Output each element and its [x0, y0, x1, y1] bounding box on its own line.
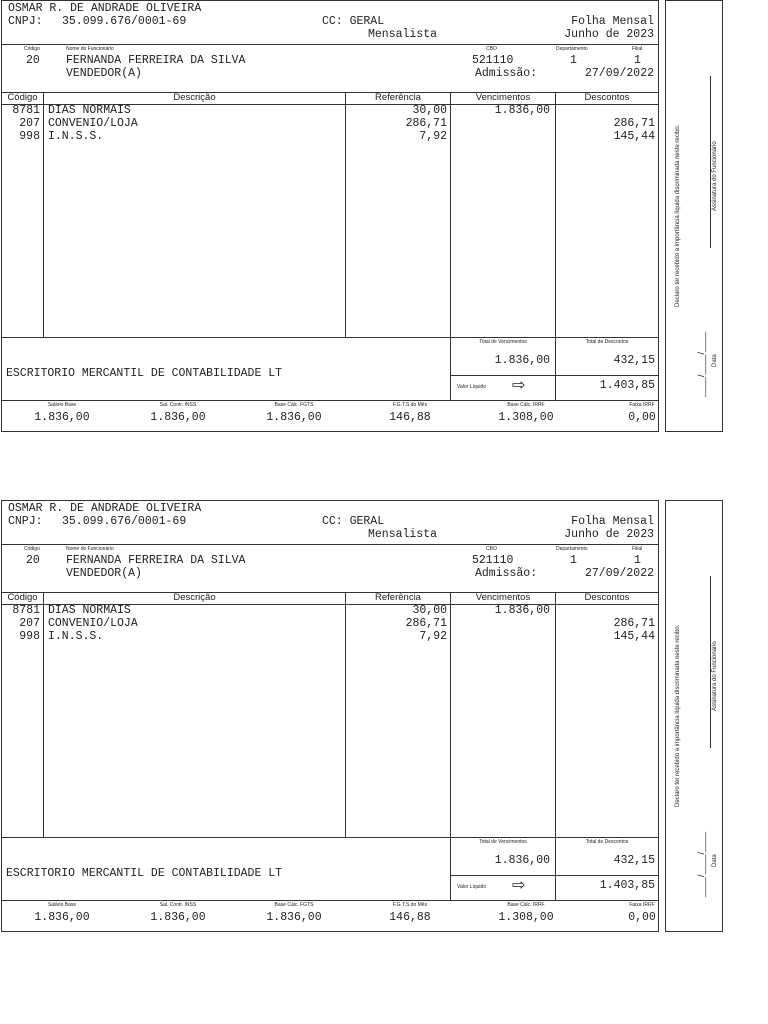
company-footer: ESCRITORIO MERCANTIL DE CONTABILIDADE LT — [6, 367, 283, 380]
label-valor-liquido: Valor Líquido — [457, 884, 487, 890]
date-blank: ____/____/____ — [696, 831, 706, 897]
label-admissao: Admissão: — [475, 567, 538, 580]
item-reference: 286,71 — [405, 617, 447, 631]
item-desconto: 145,44 — [613, 130, 655, 144]
base-label: F.G.T.S do Mês — [392, 402, 428, 408]
item-code: 998 — [19, 130, 40, 144]
label-cbo: CBO — [486, 46, 497, 52]
item-vencimento: 1.836,00 — [494, 604, 550, 617]
base-value: 1.836,00 — [150, 911, 206, 924]
label-total-descontos: Total de Descontos — [585, 839, 629, 845]
label-total-vencimentos: Total de Vencimentos — [479, 339, 527, 345]
base-label: Salário Base — [47, 402, 77, 408]
item-reference: 7,92 — [419, 130, 447, 144]
employee-cbo: 521110 — [472, 554, 514, 567]
date-label: Data — [712, 854, 718, 867]
item-desconto: 286,71 — [613, 617, 655, 631]
col-header-descricao: Descrição — [173, 92, 216, 103]
item-desconto: 145,44 — [613, 630, 655, 644]
employee-name: FERNANDA FERREIRA DA SILVA — [66, 54, 246, 67]
pay-type: Mensalista — [368, 528, 438, 541]
employee-departamento: 1 — [570, 54, 577, 67]
base-value: 0,00 — [628, 911, 656, 924]
signature-label: Assinatura do Funcionário — [712, 641, 718, 711]
total-descontos: 432,15 — [613, 354, 655, 367]
item-reference: 7,92 — [419, 630, 447, 644]
cnpj-label: CNPJ: — [8, 515, 43, 528]
item-description: DIAS NORMAIS — [48, 604, 131, 617]
declaration-text: Declaro ter recebido a importância líquida discriminada neste recibo. — [675, 124, 681, 307]
employee-cbo: 521110 — [472, 54, 514, 67]
item-code: 207 — [19, 117, 40, 131]
label-admissao: Admissão: — [475, 67, 538, 80]
pay-period: Junho de 2023 — [564, 28, 654, 41]
base-value: 1.836,00 — [150, 411, 206, 424]
col-header-vencimentos: Vencimentos — [475, 92, 531, 103]
arrow-right-icon: ⇨ — [512, 377, 526, 394]
base-label: Faixa IRRF — [629, 902, 655, 908]
label-valor-liquido: Valor Líquido — [457, 384, 487, 390]
item-description: CONVENIO/LOJA — [48, 117, 138, 131]
date-blank: ____/____/____ — [696, 331, 706, 397]
cnpj-value: 35.099.676/0001-69 — [62, 515, 187, 528]
declaration-text: Declaro ter recebido a importância líquida discriminada neste recibo. — [675, 624, 681, 807]
employee-admissao: 27/09/2022 — [584, 67, 654, 80]
base-value: 1.836,00 — [266, 411, 322, 424]
item-code: 8781 — [12, 604, 40, 617]
sheet-title: Folha Mensal — [571, 15, 654, 28]
label-departamento: Departamento — [556, 46, 588, 52]
item-reference: 30,00 — [412, 104, 447, 117]
total-vencimentos: 1.836,00 — [494, 854, 550, 867]
label-total-vencimentos: Total de Vencimentos — [479, 839, 527, 845]
item-description: I.N.S.S. — [48, 130, 104, 144]
item-desconto: 286,71 — [613, 117, 655, 131]
base-value: 1.308,00 — [498, 911, 554, 924]
valor-liquido: 1.403,85 — [599, 379, 655, 392]
employee-filial: 1 — [634, 54, 641, 67]
item-code: 207 — [19, 617, 40, 631]
date-label: Data — [712, 354, 718, 367]
signature-label: Assinatura do Funcionário — [712, 141, 718, 211]
base-value: 1.836,00 — [34, 411, 90, 424]
base-label: Sal. Contr. INSS — [159, 402, 197, 408]
item-description: DIAS NORMAIS — [48, 104, 131, 117]
label-codigo-small: Código — [24, 46, 40, 52]
employee-role: VENDEDOR(A) — [66, 67, 142, 80]
slip-main-box — [1, 500, 659, 932]
pay-slip — [0, 0, 768, 434]
label-codigo-small: Código — [24, 546, 40, 552]
slip-main-box — [1, 0, 659, 432]
base-label: Base Cálc. IRRF — [507, 402, 545, 408]
company-footer: ESCRITORIO MERCANTIL DE CONTABILIDADE LT — [6, 867, 283, 880]
employee-admissao: 27/09/2022 — [584, 567, 654, 580]
base-value: 1.836,00 — [266, 911, 322, 924]
pay-period: Junho de 2023 — [564, 528, 654, 541]
col-header-codigo: Código — [7, 592, 38, 603]
base-label: F.G.T.S do Mês — [392, 902, 428, 908]
employee-departamento: 1 — [570, 554, 577, 567]
base-label: Salário Base — [47, 902, 77, 908]
col-header-vencimentos: Vencimentos — [475, 592, 531, 603]
base-value: 1.308,00 — [498, 411, 554, 424]
item-reference: 286,71 — [405, 117, 447, 131]
base-label: Base Cálc. FGTS — [274, 902, 314, 908]
cost-center: CC: GERAL — [322, 515, 385, 528]
base-label: Sal. Contr. INSS — [159, 902, 197, 908]
label-nome: Nome do Funcionário — [66, 46, 114, 52]
employee-name: FERNANDA FERREIRA DA SILVA — [66, 554, 246, 567]
total-vencimentos: 1.836,00 — [494, 354, 550, 367]
item-description: CONVENIO/LOJA — [48, 617, 138, 631]
base-value: 1.836,00 — [34, 911, 90, 924]
receipt-side-box — [665, 0, 723, 432]
col-header-codigo: Código — [7, 92, 38, 103]
cost-center: CC: GERAL — [322, 15, 385, 28]
col-header-descricao: Descrição — [173, 592, 216, 603]
base-value: 146,88 — [389, 411, 431, 424]
label-total-descontos: Total de Descontos — [585, 339, 629, 345]
employee-filial: 1 — [634, 554, 641, 567]
base-label: Base Cálc. IRRF — [507, 902, 545, 908]
item-code: 8781 — [12, 104, 40, 117]
col-header-descontos: Descontos — [584, 592, 630, 603]
employer-name: OSMAR R. DE ANDRADE OLIVEIRA — [8, 502, 202, 515]
item-code: 998 — [19, 630, 40, 644]
employee-role: VENDEDOR(A) — [66, 567, 142, 580]
sheet-title: Folha Mensal — [571, 515, 654, 528]
item-vencimento: 1.836,00 — [494, 104, 550, 117]
base-value: 0,00 — [628, 411, 656, 424]
total-descontos: 432,15 — [613, 854, 655, 867]
receipt-side-box — [665, 500, 723, 932]
label-departamento: Departamento — [556, 546, 588, 552]
label-cbo: CBO — [486, 546, 497, 552]
cnpj-label: CNPJ: — [8, 15, 43, 28]
item-reference: 30,00 — [412, 604, 447, 617]
col-header-referencia: Referência — [375, 592, 421, 603]
pay-slip — [0, 500, 768, 934]
pay-type: Mensalista — [368, 28, 438, 41]
item-description: I.N.S.S. — [48, 630, 104, 644]
label-filial: Filial — [632, 46, 643, 52]
col-header-referencia: Referência — [375, 92, 421, 103]
employee-code: 20 — [26, 54, 40, 67]
base-label: Faixa IRRF — [629, 402, 655, 408]
valor-liquido: 1.403,85 — [599, 879, 655, 892]
col-header-descontos: Descontos — [584, 92, 630, 103]
base-value: 146,88 — [389, 911, 431, 924]
label-filial: Filial — [632, 546, 643, 552]
cnpj-value: 35.099.676/0001-69 — [62, 15, 187, 28]
arrow-right-icon: ⇨ — [512, 877, 526, 894]
base-label: Base Cálc. FGTS — [274, 402, 314, 408]
label-nome: Nome do Funcionário — [66, 546, 114, 552]
employer-name: OSMAR R. DE ANDRADE OLIVEIRA — [8, 2, 202, 15]
employee-code: 20 — [26, 554, 40, 567]
